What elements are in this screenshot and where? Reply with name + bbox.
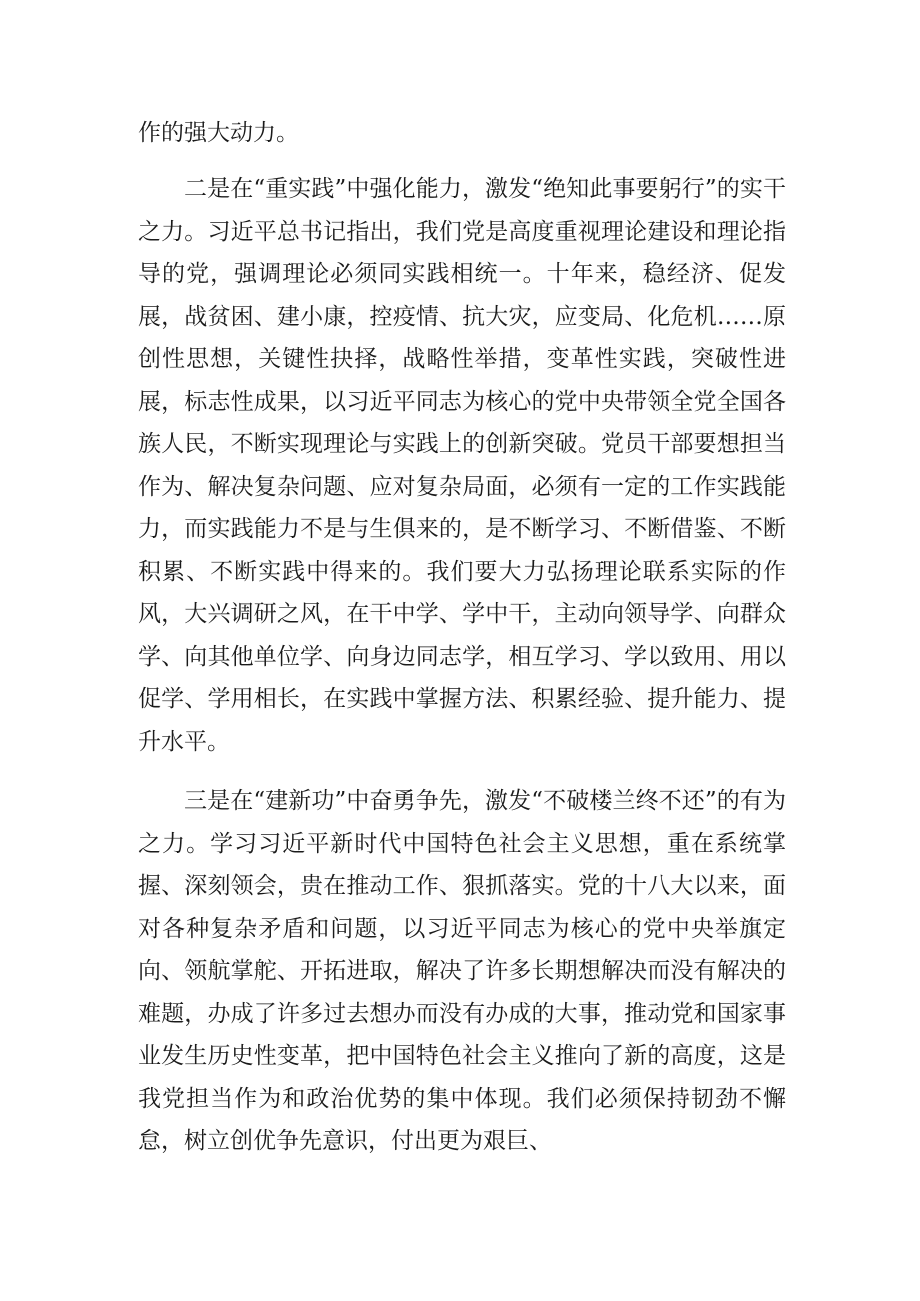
paragraph-continuation: 作的强大动力。 — [138, 120, 299, 146]
paragraph-new-achievements: 三是在“建新功”中奋勇争先，激发“不破楼兰终不还”的有为之力。学习习近平新时代中国特色社会主义思想，重在系统掌握、深刻领会，贵在推动工作、狠抓落实。党的十八大以来，面对各种复杂矛盾和问题，以习近平同志为核心的党中央举旗定向、领航掌舵、开拓进取，解决了许多长期想解决而没有解决的难题，办成了许多过去想办而没有办成的大事，推动党和国家事业发生历史性变革，把中国特色社会主义推向了新的高度，这是我党担当作为和政治优势的集中体现。我们必须保持韧劲不懈怠，树立创优争先意识，付出更为艰巨、 — [138, 788, 786, 1154]
paragraph-practice: 二是在“重实践”中强化能力，激发“绝知此事要躬行”的实干之力。习近平总书记指出，我们党是高度重视理论建设和理论指导的党，强调理论必须同实践相统一。十年来，稳经济、促发展，战贫困、建小康，控疫情、抗大灾，应变局、化危机……原创性思想，关键性抉择，战略性举措，变革性实践，突破性进展，标志性成果，以习近平同志为核心的党中央带领全党全国各族人民，不断实现理论与实践上的创新突破。党员干部要想担当作为、解决复杂问题、应对复杂局面，必须有一定的工作实践能力，而实践能力不是与生俱来的，是不断学习、不断借鉴、不断积累、不断实践中得来的。我们要大力弘扬理论联系实际的作风，大兴调研之风，在干中学、学中干，主动向领导学、向群众学、向其他单位学、向身边同志学，相互学习、学以致用、用以促学、学用相长，在实践中掌握方法、积累经验、提升能力、提升水平。 — [138, 176, 786, 755]
